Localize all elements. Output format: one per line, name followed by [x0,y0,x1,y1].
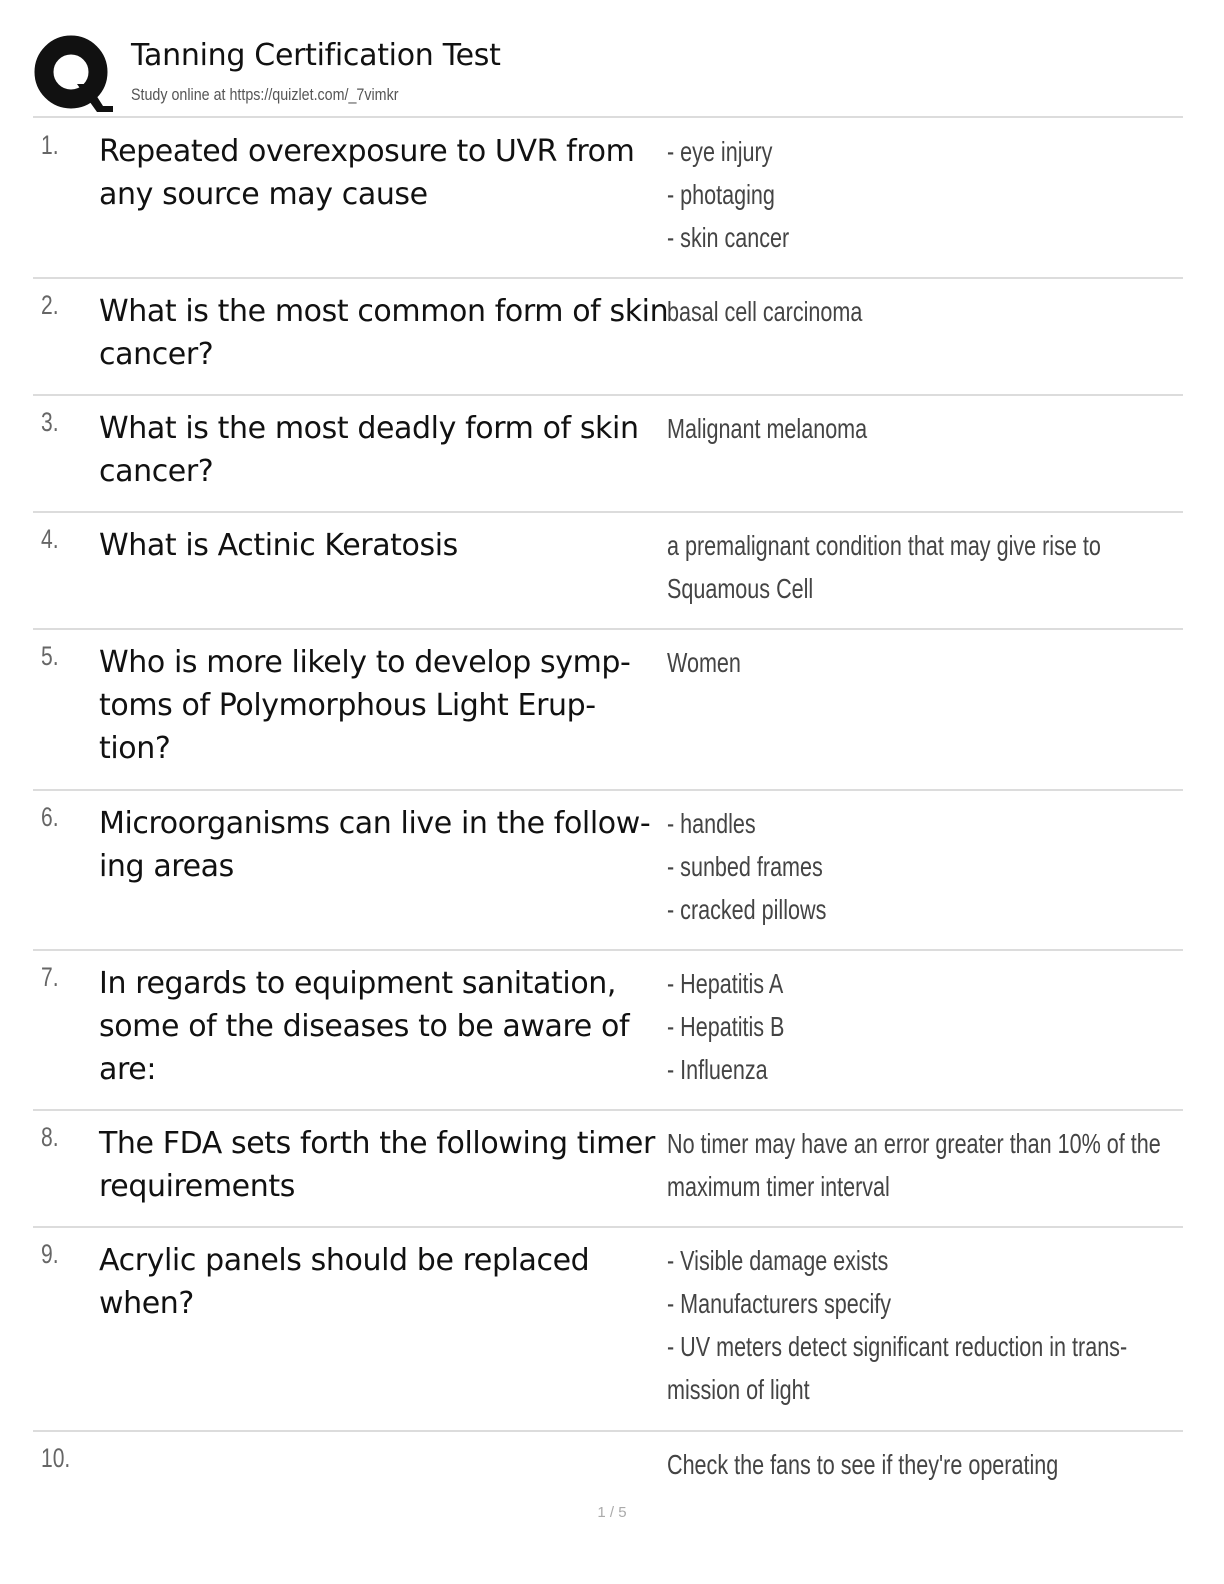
card-term [99,1122,669,1208]
card-definition [667,1443,1058,1486]
card-divider [33,949,1183,951]
definition-line: Check the fans to see if they're operating [667,1449,1059,1480]
page-header [33,32,1183,116]
term-line: cancer? [99,337,214,372]
term-line: cancer? [99,454,214,489]
definition-line: Malignant melanoma [667,413,868,444]
card-definition [667,524,1101,610]
term-line: toms of Polymorphous Light Erup- [99,688,596,723]
term-line: In regards to equipment sanitation, [99,966,617,1001]
card-number: 1. [41,130,59,160]
card-divider [33,628,1183,630]
card-divider [33,1226,1183,1228]
card-divider [33,394,1183,396]
definition-line: - UV meters detect significant reduction in trans- [667,1331,1128,1362]
term-line: when? [99,1286,194,1321]
term-line: any source may cause [99,177,428,212]
definition-line: - Manufacturers specify [667,1288,892,1319]
definition-line: - eye injury [667,136,773,167]
card-divider [33,1430,1183,1432]
term-line: Acrylic panels should be replaced [99,1243,590,1278]
card-number: 10. [41,1443,71,1473]
term-line: tion? [99,731,171,766]
definition-line: - Visible damage exists [667,1245,889,1276]
study-online-link-text: Study online at https://quizlet.com/_7vimkr [131,85,399,104]
card-definition [667,1122,1161,1208]
definition-line: Women [667,647,741,678]
card-number: 8. [41,1122,59,1152]
card-term [99,290,669,376]
definition-line: - Hepatitis B [667,1011,785,1042]
term-line: Microorganisms can live in the follow- [99,806,651,841]
card-definition [667,290,862,333]
card-number: 4. [41,524,59,554]
term-line: ing areas [99,849,234,884]
definition-line: - sunbed frames [667,851,823,882]
card-divider [33,511,1183,513]
definition-line: - cracked pillows [667,894,827,925]
definition-line: Squamous Cell [667,573,814,604]
card-number: 2. [41,290,59,320]
definition-line: - photaging [667,179,775,210]
card-definition [667,962,784,1091]
card-term [99,962,669,1091]
card-term [99,1239,669,1325]
card-term [99,802,669,888]
term-line: requirements [99,1169,295,1204]
card-number: 6. [41,802,59,832]
card-definition [667,641,741,684]
card-number: 5. [41,641,59,671]
card-definition [667,407,867,450]
card-number: 9. [41,1239,59,1269]
definition-line: - Hepatitis A [667,968,784,999]
card-number: 7. [41,962,59,992]
term-line: The FDA sets forth the following timer [99,1126,655,1161]
card-term [99,641,669,770]
definition-line: mission of light [667,1374,810,1405]
card-number: 3. [41,407,59,437]
document-title: Tanning Certification Test [131,38,501,73]
definition-line: - skin cancer [667,222,790,253]
card-term [99,130,669,216]
term-line: some of the diseases to be aware of [99,1009,630,1044]
page-number: 1 / 5 [597,1504,627,1521]
definition-line: No timer may have an error greater than 10% of the [667,1128,1161,1159]
definition-line: basal cell carcinoma [667,296,863,327]
definition-line: a premalignant condition that may give rise to [667,530,1101,561]
card-term [99,524,669,567]
card-divider [33,789,1183,791]
definition-line: - Influenza [667,1054,768,1085]
term-line: What is the most common form of skin [99,294,669,329]
card-definition [667,802,826,931]
term-line: Repeated overexposure to UVR from [99,134,635,169]
card-term [99,407,669,493]
card-definition [667,130,789,259]
card-definition [667,1239,1127,1411]
header-divider [33,116,1183,118]
definition-line: maximum timer interval [667,1171,890,1202]
term-line: are: [99,1052,157,1087]
term-line: Who is more likely to develop symp- [99,645,631,680]
card-divider [33,277,1183,279]
term-line: What is Actinic Keratosis [99,528,458,563]
card-divider [33,1109,1183,1111]
quizlet-logo-icon [33,34,113,114]
definition-line: - handles [667,808,756,839]
term-line: What is the most deadly form of skin [99,411,639,446]
